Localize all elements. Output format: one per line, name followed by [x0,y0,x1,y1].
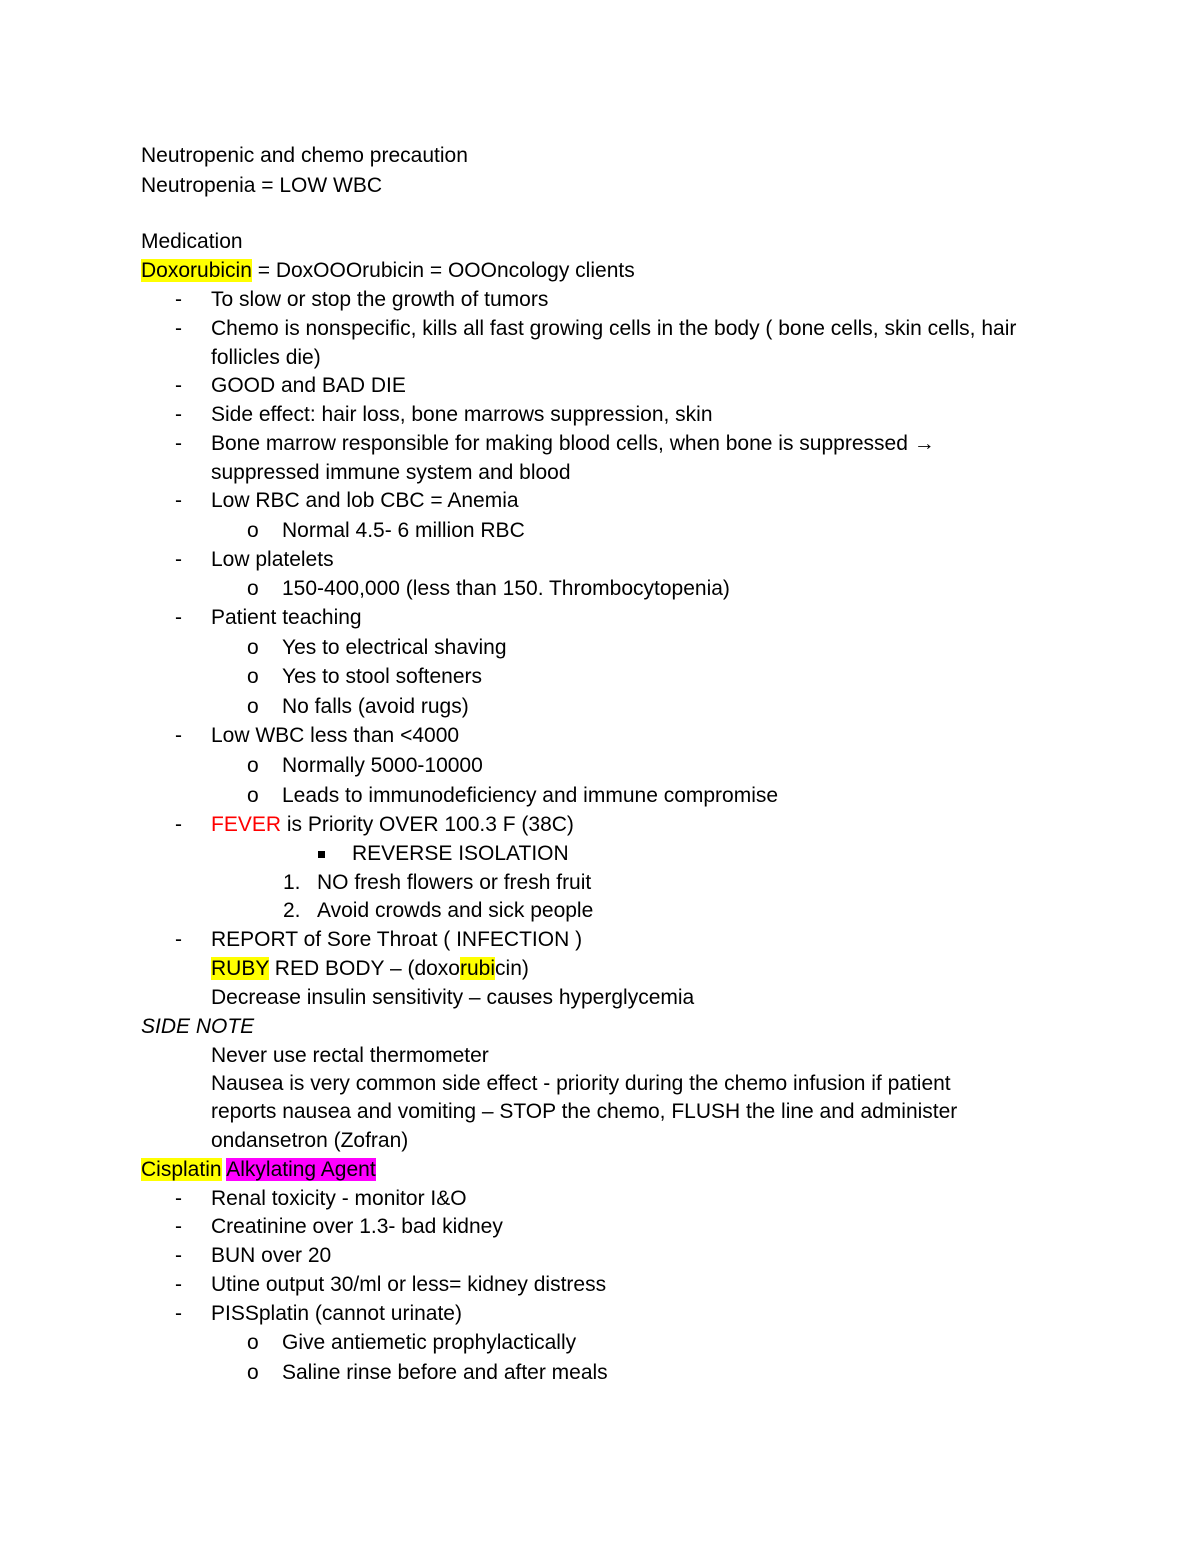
sub-list-item-text: Normally 5000-10000 [282,754,483,777]
list-item [175,431,935,457]
list-item [175,488,519,514]
list-item [175,1301,462,1327]
dash-bullet: - [175,403,182,426]
sub-list-item-text: Normal 4.5- 6 million RBC [282,519,525,542]
list-item-continuation: suppressed immune system and blood [211,461,571,484]
numbered-item [283,870,591,896]
list-item-text: Low WBC less than <4000 [211,724,460,747]
circle-bullet: o [247,1331,259,1354]
sub-list-item [247,576,730,602]
circle-bullet: o [247,636,259,659]
sub-list-item-text: Saline rinse before and after meals [282,1361,608,1384]
numbered-item-text: Avoid crowds and sick people [317,899,594,922]
circle-bullet: o [247,665,259,688]
doxorubicin-rest: = DoxOOOrubicin = OOOncology clients [251,259,635,282]
dash-bullet: - [175,432,182,455]
dash-bullet: - [175,1215,182,1238]
dash-bullet: - [175,1273,182,1296]
circle-bullet: o [247,784,259,807]
side-note-line: Nausea is very common side effect - priority during the chemo infusion if patient [211,1072,951,1095]
list-item-text: Renal toxicity - monitor I&O [211,1187,467,1210]
list-item-continuation: follicles die) [211,346,321,369]
circle-bullet: o [247,695,259,718]
number-label: 2. [283,899,301,922]
fever-text: FEVER [211,813,282,836]
dash-bullet: - [175,1187,182,1210]
sub-list-item-text: 150-400,000 (less than 150. Thrombocytopenia) [282,577,730,600]
doxorubicin-line [141,258,635,284]
sub-list-item [247,1360,608,1386]
rubi-highlight: rubi [460,957,496,980]
list-item-text: To slow or stop the growth of tumors [211,288,549,311]
dash-bullet: - [175,724,182,747]
list-item-text: Utine output 30/ml or less= kidney distress [211,1273,607,1296]
dash-bullet: - [175,813,182,836]
sub-list-item [247,1330,576,1356]
sub-sub-list-item [318,841,569,867]
list-item-text: PISSplatin (cannot urinate) [211,1302,462,1325]
dash-bullet: - [175,489,182,512]
ruby-red-body-line [211,956,529,982]
list-item-text: BUN over 20 [211,1244,332,1267]
cisplatin-line [141,1157,376,1183]
list-item-text: Side effect: hair loss, bone marrows suppression, skin [211,403,713,426]
side-note-label: SIDE NOTE [141,1015,255,1038]
dash-bullet: - [175,928,182,951]
list-item-text: Low platelets [211,548,334,571]
ruby-text: RED BODY – (doxo [268,957,460,980]
list-item-text: REPORT of Sore Throat ( INFECTION ) [211,928,583,951]
list-item [175,812,574,838]
medication-heading: Medication [141,230,243,253]
list-item-text: GOOD and BAD DIE [211,374,406,397]
list-item [175,402,713,428]
ruby-highlight: RUBY [211,957,269,980]
sub-list-item [247,753,483,779]
sub-list-item-text: No falls (avoid rugs) [282,695,469,718]
list-item [175,1186,467,1212]
alkylating-agent-highlight: Alkylating Agent [226,1158,376,1181]
circle-bullet: o [247,577,259,600]
list-item-text: Low RBC and lob CBC = Anemia [211,489,519,512]
sub-list-item-text: Leads to immunodeficiency and immune compromise [282,784,779,807]
sub-list-item-text: Yes to stool softeners [282,665,483,688]
side-note-line: reports nausea and vomiting – STOP the chemo, FLUSH the line and administer [211,1100,958,1123]
doc-title: Neutropenic and chemo precaution [141,144,468,167]
sub-list-item-text: Yes to electrical shaving [282,636,507,659]
list-item [175,1272,606,1298]
list-item [175,605,362,631]
dash-bullet: - [175,606,182,629]
sub-list-item [247,694,469,720]
sub-list-item [247,783,778,809]
dash-bullet: - [175,1302,182,1325]
insulin-line: Decrease insulin sensitivity – causes hyperglycemia [211,986,695,1009]
circle-bullet: o [247,519,259,542]
dash-bullet: - [175,288,182,311]
fever-rest-text: is Priority OVER 100.3 F (38C) [281,813,574,836]
list-item-text: Chemo is nonspecific, kills all fast growing cells in the body ( bone cells, skin cells, hair [211,317,1017,340]
list-item [175,547,334,573]
square-bullet-icon [318,851,325,858]
sub-list-item [247,518,525,544]
numbered-item-text: NO fresh flowers or fresh fruit [317,871,592,894]
list-item [175,373,406,399]
dash-bullet: - [175,317,182,340]
list-item-text: Creatinine over 1.3- bad kidney [211,1215,503,1238]
side-note-line: ondansetron (Zofran) [211,1129,409,1152]
circle-bullet: o [247,754,259,777]
list-item [175,316,1016,342]
list-item [175,1214,503,1240]
list-item-text: Bone marrow responsible for making blood cells, when bone is suppressed → [211,432,935,455]
dash-bullet: - [175,548,182,571]
sub-list-item [247,664,482,690]
dash-bullet: - [175,1244,182,1267]
number-label: 1. [283,871,301,894]
list-item [175,1243,331,1269]
list-item-text: Patient teaching [211,606,362,629]
sub-sub-list-item-text: REVERSE ISOLATION [352,842,569,865]
list-item [175,723,459,749]
side-note-line: Never use rectal thermometer [211,1044,489,1067]
ruby-text-end: cin) [495,957,529,980]
numbered-item [283,898,593,924]
sub-list-item [247,635,507,661]
dash-bullet: - [175,374,182,397]
list-item [175,927,582,953]
list-item [175,287,548,313]
circle-bullet: o [247,1361,259,1384]
cisplatin-highlight: Cisplatin [141,1158,222,1181]
sub-list-item-text: Give antiemetic prophylactically [282,1331,577,1354]
doc-subtitle: Neutropenia = LOW WBC [141,174,383,197]
doxorubicin-highlight: Doxorubicin [141,259,252,282]
